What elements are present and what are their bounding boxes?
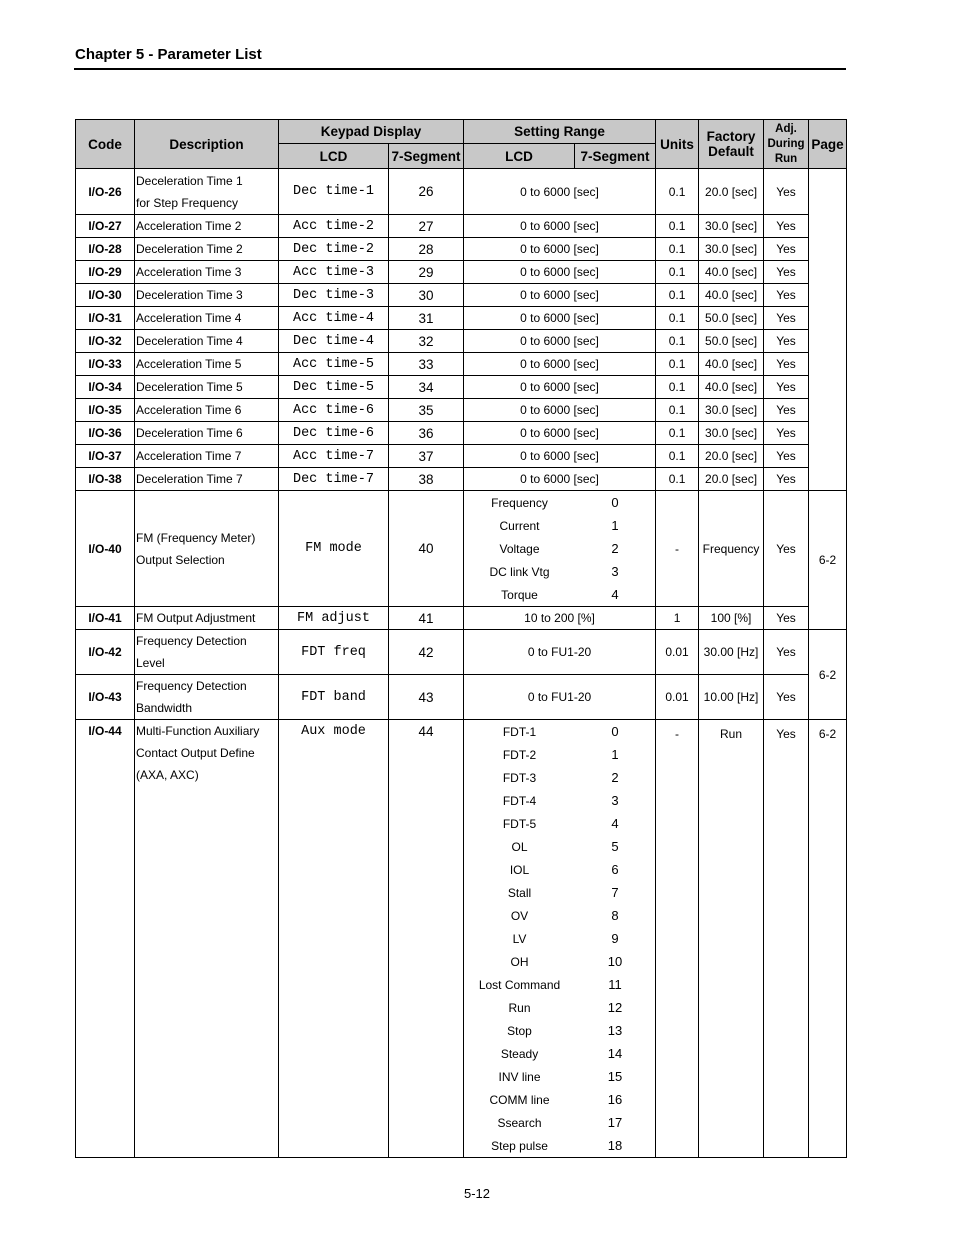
row-description — [135, 169, 279, 215]
row-description: Deceleration Time 5 — [135, 376, 279, 399]
table-row — [76, 284, 847, 307]
row-lcd: Acc time-7 — [279, 445, 389, 468]
option-lcd: FDT-5 — [502, 816, 537, 831]
option-row — [464, 491, 655, 514]
option-value: 16 — [607, 1092, 623, 1107]
row-range: 0 to 6000 [sec] — [464, 215, 656, 238]
row-7seg: 31 — [389, 307, 464, 330]
row-7seg: 30 — [389, 284, 464, 307]
row-7seg: 41 — [389, 607, 464, 630]
row-default: 50.0 [sec] — [699, 307, 764, 330]
option-value: 13 — [607, 1023, 623, 1038]
option-row — [464, 560, 655, 583]
option-row — [464, 812, 655, 835]
row-default: 40.0 [sec] — [699, 353, 764, 376]
option-value: 18 — [607, 1138, 623, 1153]
row-code: I/O-36 — [76, 422, 135, 445]
header-range-7seg: 7-Segment — [575, 144, 656, 169]
option-lcd: Run — [508, 1000, 531, 1015]
row-range: 0 to 6000 [sec] — [464, 353, 656, 376]
row-default: 40.0 [sec] — [699, 376, 764, 399]
row-default: 40.0 [sec] — [699, 284, 764, 307]
row-description: FM Output Adjustment — [135, 607, 279, 630]
option-value: 2 — [611, 770, 619, 785]
row-7seg: 26 — [389, 169, 464, 215]
row-default: 20.0 [sec] — [699, 169, 764, 215]
row-adj: Yes — [764, 720, 809, 1158]
row-code: I/O-41 — [76, 607, 135, 630]
row-7seg: 32 — [389, 330, 464, 353]
option-row — [464, 743, 655, 766]
option-value: 2 — [611, 541, 619, 556]
row-units: 0.1 — [656, 307, 699, 330]
row-lcd: Acc time-2 — [279, 215, 389, 238]
row-units: 0.01 — [656, 675, 699, 720]
row-description — [135, 720, 279, 1158]
option-value: 10 — [607, 954, 623, 969]
option-row — [464, 1042, 655, 1065]
option-row — [464, 1134, 655, 1157]
parameter-table — [75, 119, 847, 1158]
row-description: Deceleration Time 3 — [135, 284, 279, 307]
page-number: 5-12 — [463, 1186, 491, 1201]
row-range: 0 to FU1-20 — [464, 675, 656, 720]
row-default: 10.00 [Hz] — [699, 675, 764, 720]
row-7seg: 43 — [389, 675, 464, 720]
option-row — [464, 835, 655, 858]
row-description — [135, 675, 279, 720]
row-range: 0 to 6000 [sec] — [464, 284, 656, 307]
table-row — [76, 307, 847, 330]
table-row — [76, 169, 847, 215]
row-units: 0.1 — [656, 376, 699, 399]
option-row — [464, 537, 655, 560]
row-lcd: Dec time-1 — [279, 169, 389, 215]
row-default: 20.0 [sec] — [699, 468, 764, 491]
row-lcd: Acc time-4 — [279, 307, 389, 330]
row-code: I/O-29 — [76, 261, 135, 284]
header-description: Description — [135, 120, 279, 169]
option-lcd: Stop — [507, 1023, 532, 1038]
option-lcd: LV — [512, 931, 527, 946]
option-value: 9 — [611, 931, 619, 946]
row-7seg: 35 — [389, 399, 464, 422]
option-value: 4 — [611, 816, 619, 831]
option-row — [464, 996, 655, 1019]
option-value: 1 — [611, 747, 619, 762]
row-units: 0.1 — [656, 261, 699, 284]
table-row — [76, 445, 847, 468]
option-list — [464, 491, 656, 607]
row-default: 100 [%] — [699, 607, 764, 630]
row-default: 30.0 [sec] — [699, 215, 764, 238]
row-units: 0.1 — [656, 422, 699, 445]
row-default: 30.0 [sec] — [699, 399, 764, 422]
row-7seg: 37 — [389, 445, 464, 468]
option-value: 0 — [611, 495, 619, 510]
row-units: 0.1 — [656, 445, 699, 468]
row-range: 0 to 6000 [sec] — [464, 422, 656, 445]
header-keypad-7seg: 7-Segment — [389, 144, 464, 169]
option-row — [464, 904, 655, 927]
description-line: FM (Frequency Meter) — [136, 530, 256, 545]
row-7seg: 36 — [389, 422, 464, 445]
option-value: 0 — [611, 724, 619, 739]
row-range: 0 to 6000 [sec] — [464, 169, 656, 215]
header-keypad-lcd: LCD — [279, 144, 389, 169]
row-lcd: Dec time-5 — [279, 376, 389, 399]
row-units: 0.1 — [656, 330, 699, 353]
table-row — [76, 422, 847, 445]
option-value: 8 — [611, 908, 619, 923]
row-adj: Yes — [764, 445, 809, 468]
row-lcd: Dec time-7 — [279, 468, 389, 491]
row-description: Deceleration Time 4 — [135, 330, 279, 353]
row-lcd: Dec time-3 — [279, 284, 389, 307]
option-row — [464, 1065, 655, 1088]
row-adj: Yes — [764, 607, 809, 630]
option-lcd: Torque — [501, 587, 538, 602]
row-description: Acceleration Time 3 — [135, 261, 279, 284]
option-lcd: OH — [510, 954, 529, 969]
option-lcd: Lost Command — [478, 977, 561, 992]
option-value: 17 — [607, 1115, 623, 1130]
option-lcd: Ssearch — [497, 1115, 542, 1130]
option-lcd: Step pulse — [491, 1138, 548, 1153]
row-units: 1 — [656, 607, 699, 630]
row-default: 30.0 [sec] — [699, 238, 764, 261]
row-lcd: FDT band — [279, 675, 389, 720]
row-units: 0.1 — [656, 238, 699, 261]
table-row — [76, 330, 847, 353]
row-code: I/O-27 — [76, 215, 135, 238]
option-value: 12 — [607, 1000, 623, 1015]
row-default: 50.0 [sec] — [699, 330, 764, 353]
row-units: 0.1 — [656, 353, 699, 376]
row-lcd: FM adjust — [279, 607, 389, 630]
row-page-blank — [809, 169, 847, 491]
option-lcd: OL — [511, 839, 528, 854]
row-description: Deceleration Time 7 — [135, 468, 279, 491]
row-7seg: 34 — [389, 376, 464, 399]
header-keypad-display: Keypad Display — [279, 120, 464, 144]
row-code: I/O-38 — [76, 468, 135, 491]
option-value: 3 — [611, 793, 619, 808]
option-lcd: Voltage — [499, 541, 540, 556]
option-lcd: INV line — [498, 1069, 541, 1084]
row-code: I/O-32 — [76, 330, 135, 353]
row-code: I/O-37 — [76, 445, 135, 468]
row-units: 0.1 — [656, 284, 699, 307]
row-code: I/O-35 — [76, 399, 135, 422]
row-range: 0 to 6000 [sec] — [464, 376, 656, 399]
option-value: 1 — [611, 518, 619, 533]
row-code: I/O-40 — [76, 491, 135, 607]
option-row — [464, 973, 655, 996]
option-lcd: FDT-1 — [502, 724, 537, 739]
row-lcd: FM mode — [279, 491, 389, 607]
table-row — [76, 215, 847, 238]
option-row — [464, 1111, 655, 1134]
table-row — [76, 607, 847, 630]
option-row — [464, 720, 655, 743]
row-units: 0.1 — [656, 468, 699, 491]
row-code: I/O-43 — [76, 675, 135, 720]
table-row — [76, 399, 847, 422]
row-lcd: Acc time-3 — [279, 261, 389, 284]
option-row — [464, 1088, 655, 1111]
row-adj: Yes — [764, 353, 809, 376]
row-adj: Yes — [764, 630, 809, 675]
row-code: I/O-44 — [76, 720, 135, 1158]
option-lcd: COMM line — [489, 1092, 550, 1107]
row-units: 0.1 — [656, 169, 699, 215]
row-units: - — [656, 491, 699, 607]
option-lcd: Steady — [500, 1046, 539, 1061]
row-range: 10 to 200 [%] — [464, 607, 656, 630]
header-code: Code — [76, 120, 135, 169]
row-description: Deceleration Time 2 — [135, 238, 279, 261]
row-7seg: 38 — [389, 468, 464, 491]
table-row — [76, 376, 847, 399]
row-range: 0 to 6000 [sec] — [464, 261, 656, 284]
row-default: 30.00 [Hz] — [699, 630, 764, 675]
description-line: Deceleration Time 1 — [136, 173, 243, 188]
option-row — [464, 789, 655, 812]
table-row — [76, 720, 847, 1158]
row-code: I/O-28 — [76, 238, 135, 261]
row-description — [135, 491, 279, 607]
description-line: Contact Output Define — [136, 746, 255, 760]
row-7seg: 28 — [389, 238, 464, 261]
row-units: 0.01 — [656, 630, 699, 675]
header-page: Page — [809, 120, 847, 169]
row-range: 0 to 6000 [sec] — [464, 330, 656, 353]
row-page: 6-2 — [809, 491, 847, 630]
row-code: I/O-31 — [76, 307, 135, 330]
option-table — [464, 491, 655, 606]
option-value: 7 — [611, 885, 619, 900]
row-adj: Yes — [764, 491, 809, 607]
option-lcd: FDT-4 — [502, 793, 537, 808]
row-range: 0 to 6000 [sec] — [464, 445, 656, 468]
row-adj: Yes — [764, 675, 809, 720]
table-row — [76, 261, 847, 284]
row-lcd: Acc time-5 — [279, 353, 389, 376]
row-default: 40.0 [sec] — [699, 261, 764, 284]
option-row — [464, 583, 655, 606]
table-row — [76, 630, 847, 675]
option-row — [464, 514, 655, 537]
table-row — [76, 468, 847, 491]
row-adj: Yes — [764, 238, 809, 261]
row-adj: Yes — [764, 215, 809, 238]
row-7seg: 27 — [389, 215, 464, 238]
header-range-lcd: LCD — [464, 144, 575, 169]
row-default: Frequency — [699, 491, 764, 607]
row-adj: Yes — [764, 169, 809, 215]
header-rule — [74, 68, 846, 70]
option-value: 3 — [611, 564, 619, 579]
row-range: 0 to 6000 [sec] — [464, 238, 656, 261]
row-description: Acceleration Time 2 — [135, 215, 279, 238]
row-lcd: FDT freq — [279, 630, 389, 675]
header-adj-during-run: Adj. During Run — [764, 120, 809, 169]
row-range: 0 to 6000 [sec] — [464, 468, 656, 491]
table-row — [76, 353, 847, 376]
row-default: 20.0 [sec] — [699, 445, 764, 468]
option-row — [464, 858, 655, 881]
option-value: 14 — [607, 1046, 623, 1061]
option-value: 11 — [608, 977, 622, 992]
row-description: Acceleration Time 4 — [135, 307, 279, 330]
option-lcd: FDT-2 — [502, 747, 537, 762]
row-description: Frequency Detection Level — [135, 630, 279, 675]
header-setting-range: Setting Range — [464, 120, 656, 144]
option-value: 15 — [607, 1069, 623, 1084]
row-adj: Yes — [764, 261, 809, 284]
option-lcd: OV — [510, 908, 529, 923]
row-units: - — [656, 720, 699, 1158]
option-lcd: Frequency — [491, 495, 548, 510]
row-lcd: Dec time-6 — [279, 422, 389, 445]
row-range: 0 to 6000 [sec] — [464, 307, 656, 330]
header-units: Units — [656, 120, 699, 169]
option-row — [464, 1019, 655, 1042]
table-row — [76, 675, 847, 720]
row-default: Run — [699, 720, 764, 1158]
option-value: 5 — [611, 839, 619, 854]
row-units: 0.1 — [656, 399, 699, 422]
row-adj: Yes — [764, 468, 809, 491]
row-units: 0.1 — [656, 215, 699, 238]
option-row — [464, 950, 655, 973]
description-line: (AXA, AXC) — [136, 768, 199, 782]
row-adj: Yes — [764, 422, 809, 445]
row-description: Deceleration Time 6 — [135, 422, 279, 445]
row-description: Acceleration Time 7 — [135, 445, 279, 468]
row-7seg: 44 — [389, 720, 464, 1158]
row-7seg: 29 — [389, 261, 464, 284]
row-default: 30.0 [sec] — [699, 422, 764, 445]
row-adj: Yes — [764, 376, 809, 399]
option-lcd: Current — [499, 518, 540, 533]
option-row — [464, 766, 655, 789]
option-lcd: FDT-3 — [502, 770, 537, 785]
description-line: Multi-Function Auxiliary — [136, 724, 260, 738]
option-value: 6 — [611, 862, 619, 877]
description-line: Frequency Detection — [136, 679, 247, 693]
row-description: Acceleration Time 6 — [135, 399, 279, 422]
row-7seg: 42 — [389, 630, 464, 675]
row-description: Acceleration Time 5 — [135, 353, 279, 376]
row-code: I/O-30 — [76, 284, 135, 307]
row-code: I/O-33 — [76, 353, 135, 376]
row-lcd: Dec time-2 — [279, 238, 389, 261]
row-adj: Yes — [764, 330, 809, 353]
table-row — [76, 238, 847, 261]
row-adj: Yes — [764, 284, 809, 307]
row-lcd: Aux mode — [279, 720, 389, 1158]
row-code: I/O-34 — [76, 376, 135, 399]
row-7seg: 33 — [389, 353, 464, 376]
option-row — [464, 927, 655, 950]
description-line: Output Selection — [136, 552, 225, 567]
option-list — [464, 720, 656, 1158]
row-adj: Yes — [764, 399, 809, 422]
row-adj: Yes — [764, 307, 809, 330]
option-row — [464, 881, 655, 904]
table-row — [76, 491, 847, 607]
option-table — [464, 720, 655, 1157]
description-line: for Step Frequency — [136, 195, 239, 210]
row-code: I/O-26 — [76, 169, 135, 215]
chapter-title: Chapter 5 - Parameter List — [75, 46, 262, 63]
option-lcd: DC link Vtg — [489, 564, 550, 579]
row-lcd: Acc time-6 — [279, 399, 389, 422]
option-value: 4 — [611, 587, 619, 602]
header-factory-default: Factory Default — [699, 120, 764, 169]
option-lcd: Stall — [507, 885, 532, 900]
row-page: 6-2 — [809, 720, 847, 1158]
row-code: I/O-42 — [76, 630, 135, 675]
description-line: Bandwidth — [136, 701, 193, 715]
option-lcd: IOL — [509, 862, 530, 877]
row-range: 0 to FU1-20 — [464, 630, 656, 675]
row-page: 6-2 — [809, 630, 847, 720]
row-7seg: 40 — [389, 491, 464, 607]
row-range: 0 to 6000 [sec] — [464, 399, 656, 422]
row-lcd: Dec time-4 — [279, 330, 389, 353]
